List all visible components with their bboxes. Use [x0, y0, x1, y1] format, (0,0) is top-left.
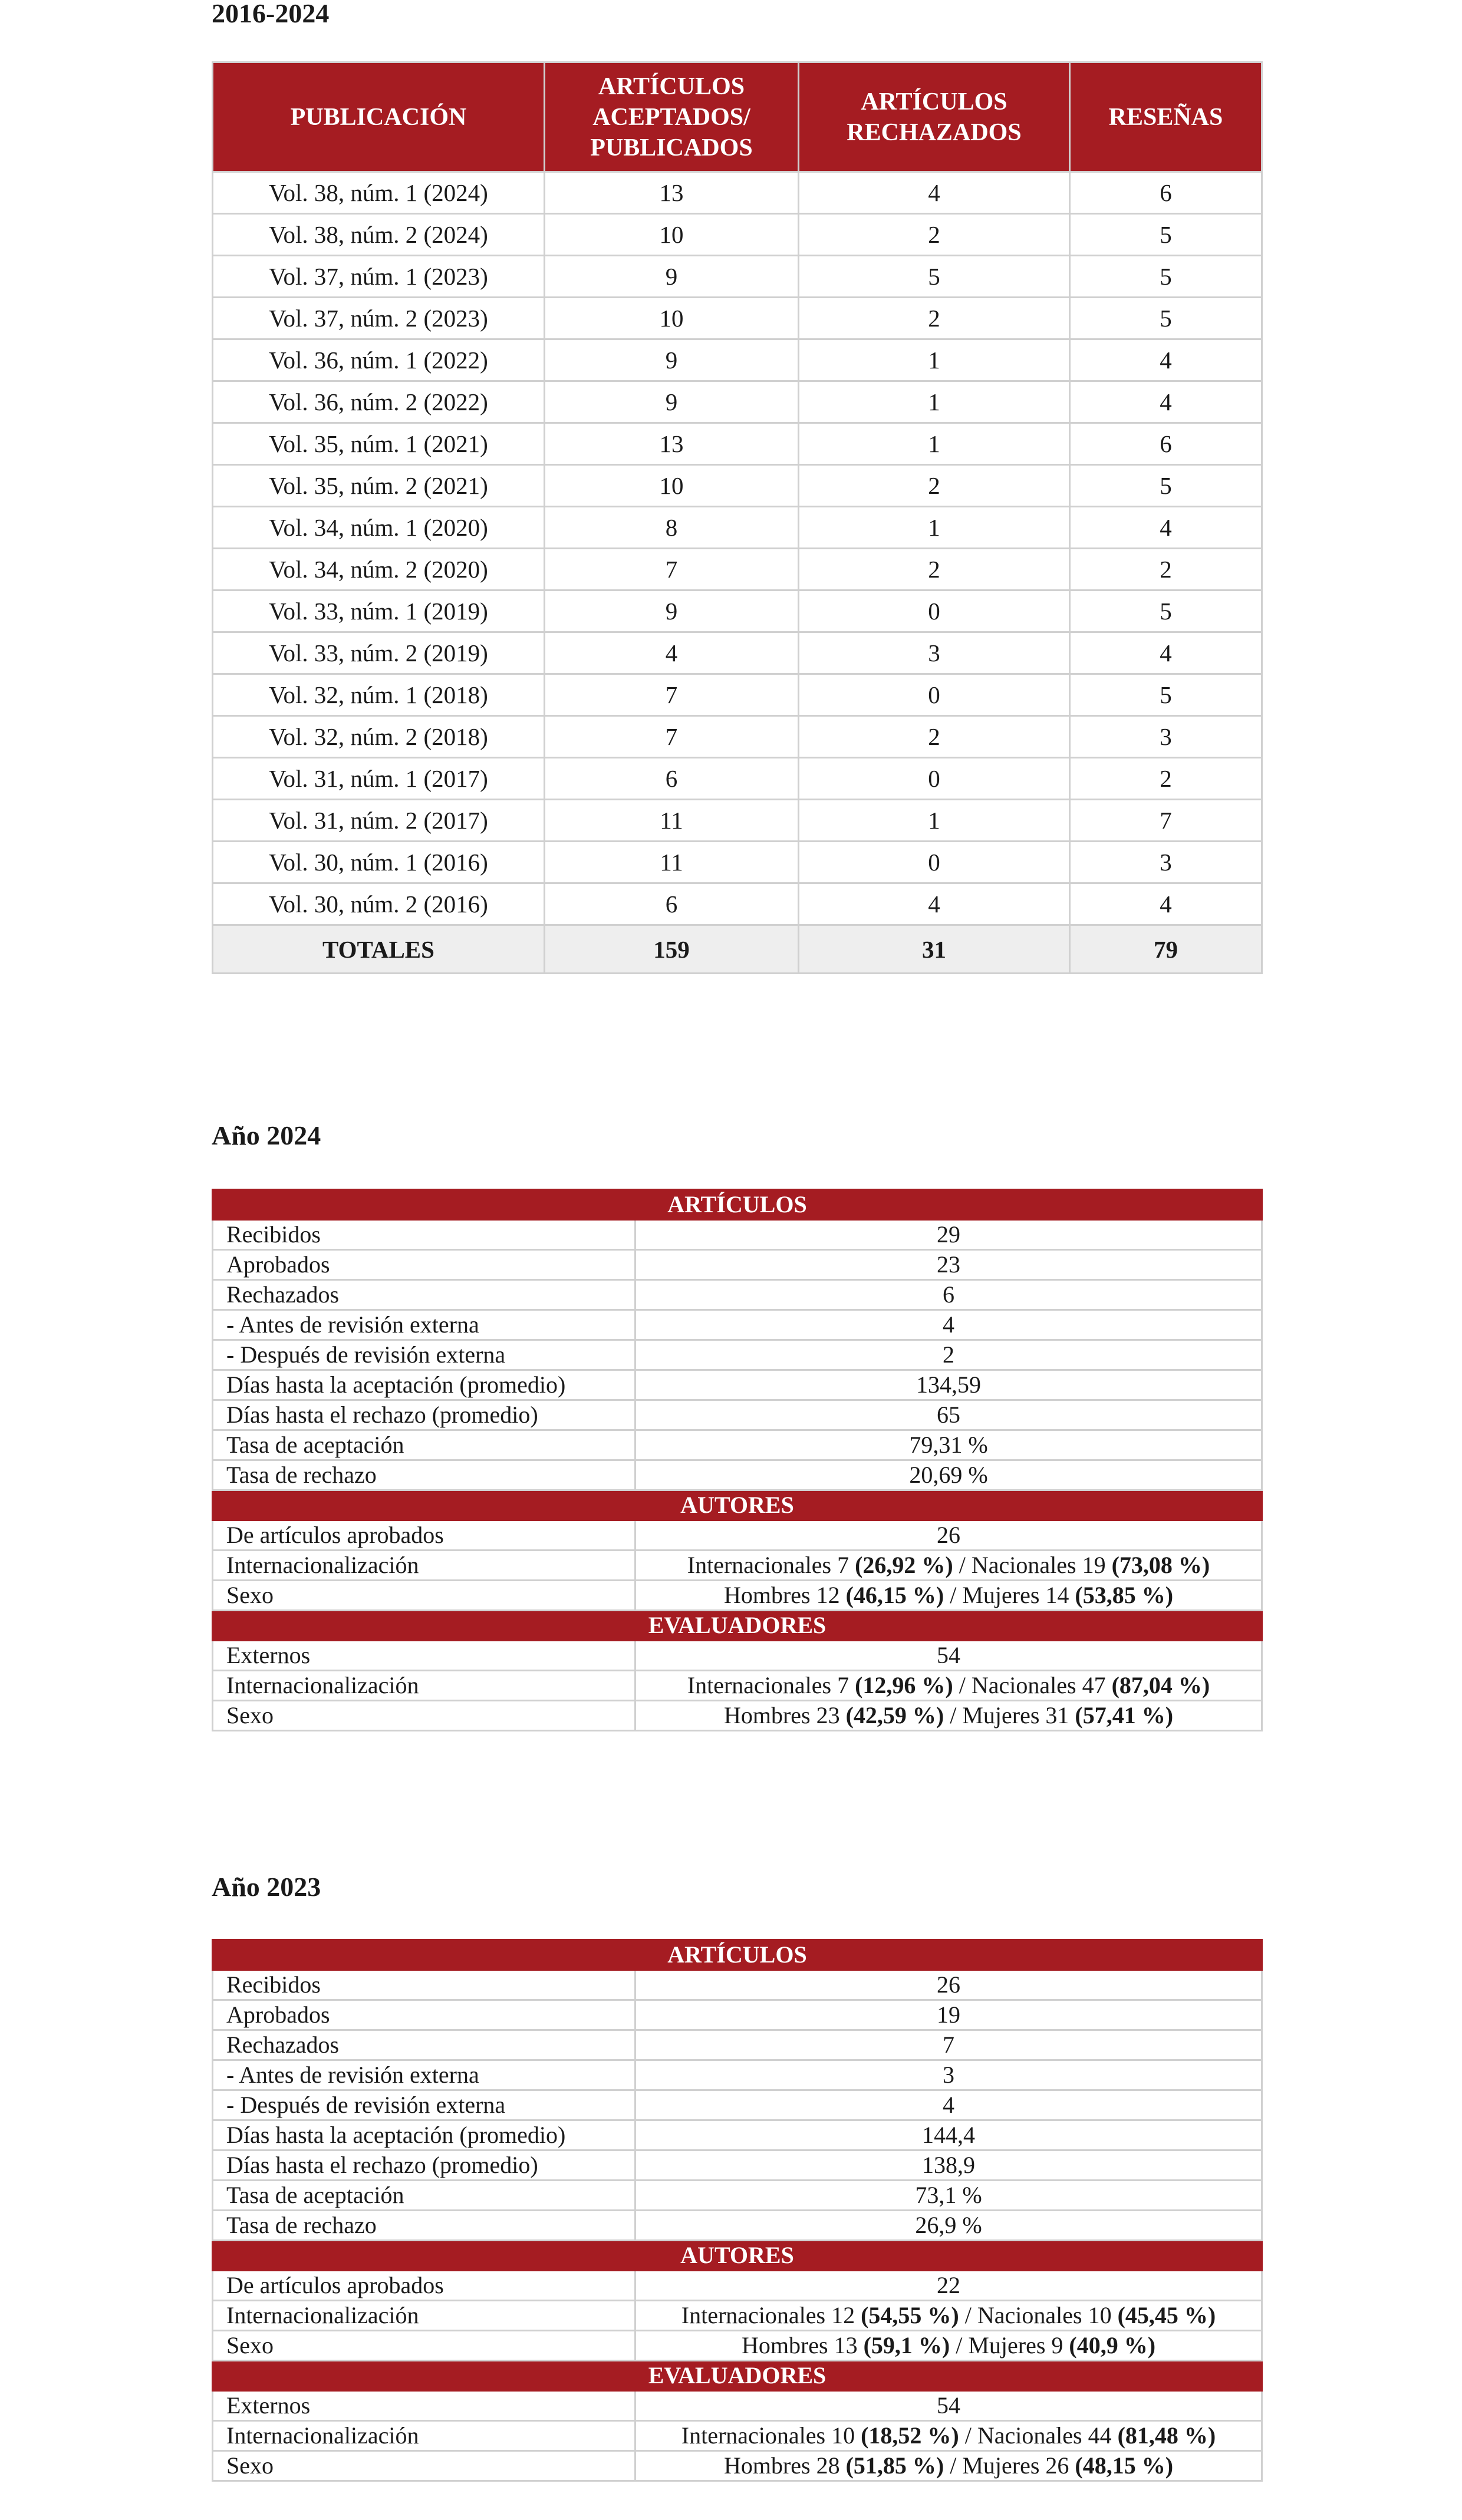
evaluadores-sexo-a-pct: (42,59 %): [845, 1702, 944, 1729]
resenas-cell: 5: [1070, 591, 1262, 632]
row-label: Sexo: [213, 1581, 635, 1611]
row-label: Días hasta la aceptación (promedio): [213, 1370, 635, 1400]
autores-intl-a-label: Internacionales: [681, 2302, 826, 2328]
totals-label: TOTALES: [213, 925, 545, 974]
autores-intl-a-pct: (54,55 %): [861, 2302, 959, 2328]
publicacion-cell: Vol. 30, núm. 1 (2016): [213, 842, 545, 883]
evaluadores-intl-b-num: 47: [1082, 1672, 1106, 1698]
table-row: [213, 1460, 1262, 1490]
evaluadores-sexo-b-num: 26: [1045, 2452, 1069, 2479]
aceptados-cell: 7: [545, 549, 799, 591]
year-2023-table: [212, 1939, 1263, 2482]
row-label: Tasa de rechazo: [213, 2211, 635, 2241]
rechazados-cell: 5: [799, 256, 1070, 298]
header-articulos-rechazados: ARTÍCULOS RECHAZADOS: [799, 62, 1070, 172]
articulos-section: [213, 1940, 1262, 1970]
resenas-cell: 5: [1070, 298, 1262, 339]
table-row: [213, 1641, 1262, 1671]
evaluadores-sexo-a-label: Hombres: [723, 2452, 811, 2479]
row-value: 26: [635, 1970, 1262, 2000]
table-row: [213, 1250, 1262, 1280]
evaluadores-intl-a-pct: (18,52 %): [861, 2422, 959, 2449]
rechazados-cell: 2: [799, 716, 1070, 758]
table-row: [213, 1280, 1262, 1310]
autores-intl-value: Internacionales 7 (26,92 %) / Nacionales 19 (73,08 %): [635, 1551, 1262, 1581]
row-value: 6: [635, 1280, 1262, 1310]
row-label: Recibidos: [213, 1970, 635, 2000]
publicacion-cell: Vol. 35, núm. 2 (2021): [213, 465, 545, 507]
autores-intl-b-pct: (73,08 %): [1111, 1552, 1210, 1578]
row-value: 22: [635, 2271, 1262, 2301]
aceptados-cell: 9: [545, 591, 799, 632]
articulos-section: [213, 1190, 1262, 1220]
evaluadores-section: [213, 2361, 1262, 2391]
autores-sexo-b-label: Mujeres: [968, 2332, 1046, 2359]
rechazados-cell: 0: [799, 758, 1070, 800]
table-row: [213, 507, 1262, 549]
publicacion-cell: Vol. 34, núm. 2 (2020): [213, 549, 545, 591]
autores-sexo-a-num: 12: [816, 1582, 840, 1608]
evaluadores-sexo-b-label: Mujeres: [962, 2452, 1040, 2479]
row-value: 26: [635, 1520, 1262, 1551]
table-row: [213, 298, 1262, 339]
evaluadores-sexo-a-num: 28: [816, 2452, 840, 2479]
row-label: Sexo: [213, 2331, 635, 2361]
evaluadores-intl-a-label: Internacionales: [681, 2422, 826, 2449]
table-row: [213, 2301, 1262, 2331]
row-label: Internacionalización: [213, 1671, 635, 1701]
evaluadores-intl-value: Internacionales 7 (12,96 %) / Nacionales 47 (87,04 %): [635, 1671, 1262, 1701]
rechazados-cell: 4: [799, 883, 1070, 925]
resenas-cell: 3: [1070, 842, 1262, 883]
row-value: 144,4: [635, 2120, 1262, 2150]
autores-intl-b-label: Nacionales: [977, 2302, 1082, 2328]
row-label: Recibidos: [213, 1220, 635, 1250]
row-label: Tasa de rechazo: [213, 1460, 635, 1490]
row-value: 54: [635, 1641, 1262, 1671]
aceptados-cell: 10: [545, 298, 799, 339]
aceptados-cell: 9: [545, 256, 799, 298]
row-label: - Después de revisión externa: [213, 1340, 635, 1370]
evaluadores-intl-a-num: 7: [837, 1672, 849, 1698]
aceptados-cell: 7: [545, 674, 799, 716]
autores-intl-b-num: 10: [1088, 2302, 1112, 2328]
publicacion-cell: Vol. 35, núm. 1 (2021): [213, 423, 545, 465]
rechazados-cell: 2: [799, 465, 1070, 507]
evaluadores-intl-b-num: 44: [1088, 2422, 1112, 2449]
table-row: [213, 2060, 1262, 2090]
rechazados-cell: 2: [799, 549, 1070, 591]
row-value: 65: [635, 1400, 1262, 1430]
table-row: [213, 549, 1262, 591]
resenas-cell: 5: [1070, 256, 1262, 298]
evaluadores-sexo-value: Hombres 28 (51,85 %) / Mujeres 26 (48,15 %): [635, 2451, 1262, 2481]
row-label: Días hasta el rechazo (promedio): [213, 2150, 635, 2181]
table-row: [213, 465, 1262, 507]
table-row: [213, 2090, 1262, 2120]
table-row: [213, 2211, 1262, 2241]
autores-sexo-a-pct: (59,1 %): [863, 2332, 950, 2359]
autores-intl-a-num: 7: [837, 1552, 849, 1578]
header-publicacion: PUBLICACIÓN: [213, 62, 545, 172]
table-row: [213, 758, 1262, 800]
publicacion-cell: Vol. 34, núm. 1 (2020): [213, 507, 545, 549]
resenas-cell: 7: [1070, 800, 1262, 842]
row-label: De artículos aprobados: [213, 1520, 635, 1551]
publicacion-cell: Vol. 37, núm. 1 (2023): [213, 256, 545, 298]
table-row: [213, 339, 1262, 381]
table-row: [213, 2181, 1262, 2211]
resenas-cell: 4: [1070, 381, 1262, 423]
publicacion-cell: Vol. 33, núm. 1 (2019): [213, 591, 545, 632]
row-label: Días hasta la aceptación (promedio): [213, 2120, 635, 2150]
publicacion-cell: Vol. 37, núm. 2 (2023): [213, 298, 545, 339]
publicacion-cell: Vol. 32, núm. 2 (2018): [213, 716, 545, 758]
table-row: [213, 2000, 1262, 2030]
resenas-cell: 2: [1070, 758, 1262, 800]
table-row: [213, 423, 1262, 465]
publicacion-cell: Vol. 32, núm. 1 (2018): [213, 674, 545, 716]
row-label: Externos: [213, 1641, 635, 1671]
row-label: - Después de revisión externa: [213, 2090, 635, 2120]
table-row: [213, 172, 1262, 214]
row-label: Internacionalización: [213, 2421, 635, 2451]
table-row: [213, 1701, 1262, 1731]
aceptados-cell: 10: [545, 214, 799, 256]
publicacion-cell: Vol. 30, núm. 2 (2016): [213, 883, 545, 925]
table-row: [213, 883, 1262, 925]
table-row: [213, 2391, 1262, 2421]
row-value: 19: [635, 2000, 1262, 2030]
row-value: 7: [635, 2030, 1262, 2060]
rechazados-cell: 3: [799, 632, 1070, 674]
year-2023-heading: Año 2023: [212, 1872, 321, 1902]
table-row: [213, 1370, 1262, 1400]
rechazados-cell: 1: [799, 800, 1070, 842]
autores-section: [213, 1490, 1262, 1520]
publicacion-cell: Vol. 38, núm. 1 (2024): [213, 172, 545, 214]
resenas-cell: 3: [1070, 716, 1262, 758]
autores-sexo-a-label: Hombres: [741, 2332, 828, 2359]
publicacion-cell: Vol. 38, núm. 2 (2024): [213, 214, 545, 256]
row-value: 79,31 %: [635, 1430, 1262, 1460]
table-row: [213, 2451, 1262, 2481]
aceptados-cell: 8: [545, 507, 799, 549]
aceptados-cell: 11: [545, 842, 799, 883]
aceptados-cell: 6: [545, 758, 799, 800]
evaluadores-sexo-a-num: 23: [816, 1702, 840, 1729]
evaluadores-section-title: EVALUADORES: [213, 1611, 1262, 1641]
row-label: Externos: [213, 2391, 635, 2421]
table-row: [213, 591, 1262, 632]
header-resenas: RESEÑAS: [1070, 62, 1262, 172]
row-value: 4: [635, 2090, 1262, 2120]
autores-sexo-b-pct: (40,9 %): [1069, 2332, 1156, 2359]
summary-header-row: [213, 62, 1262, 172]
evaluadores-sexo-b-num: 31: [1045, 1702, 1069, 1729]
evaluadores-intl-b-pct: (87,04 %): [1111, 1672, 1210, 1698]
row-label: Rechazados: [213, 1280, 635, 1310]
evaluadores-section-title: EVALUADORES: [213, 2361, 1262, 2391]
evaluadores-sexo-b-pct: (57,41 %): [1075, 1702, 1174, 1729]
table-row: [213, 1400, 1262, 1430]
aceptados-cell: 6: [545, 883, 799, 925]
row-label: Días hasta el rechazo (promedio): [213, 1400, 635, 1430]
resenas-cell: 5: [1070, 214, 1262, 256]
table-row: [213, 1220, 1262, 1250]
row-label: Sexo: [213, 1701, 635, 1731]
resenas-cell: 4: [1070, 883, 1262, 925]
table-row: [213, 1430, 1262, 1460]
row-value: 2: [635, 1340, 1262, 1370]
autores-sexo-b-num: 14: [1045, 1582, 1069, 1608]
table-row: [213, 2271, 1262, 2301]
resenas-cell: 4: [1070, 507, 1262, 549]
resenas-cell: 4: [1070, 632, 1262, 674]
evaluadores-sexo-b-pct: (48,15 %): [1075, 2452, 1174, 2479]
table-row: [213, 674, 1262, 716]
totals-row: [213, 925, 1262, 974]
totals-resenas: 79: [1070, 925, 1262, 974]
header-articulos-aceptados: ARTÍCULOS ACEPTADOS/ PUBLICADOS: [545, 62, 799, 172]
autores-sexo-value: Hombres 13 (59,1 %) / Mujeres 9 (40,9 %): [635, 2331, 1262, 2361]
row-value: 29: [635, 1220, 1262, 1250]
resenas-cell: 4: [1070, 339, 1262, 381]
resenas-cell: 5: [1070, 674, 1262, 716]
rechazados-cell: 2: [799, 298, 1070, 339]
autores-sexo-a-num: 13: [834, 2332, 858, 2359]
totals-rechazados: 31: [799, 925, 1070, 974]
row-value: 134,59: [635, 1370, 1262, 1400]
aceptados-cell: 9: [545, 339, 799, 381]
aceptados-cell: 13: [545, 172, 799, 214]
table-row: [213, 1520, 1262, 1551]
row-label: Sexo: [213, 2451, 635, 2481]
autores-intl-b-num: 19: [1082, 1552, 1106, 1578]
rechazados-cell: 1: [799, 339, 1070, 381]
evaluadores-intl-value: Internacionales 10 (18,52 %) / Nacionales 44 (81,48 %): [635, 2421, 1262, 2451]
row-value: 23: [635, 1250, 1262, 1280]
evaluadores-sexo-value: Hombres 23 (42,59 %) / Mujeres 31 (57,41 %): [635, 1701, 1262, 1731]
evaluadores-intl-b-label: Nacionales: [971, 1672, 1076, 1698]
aceptados-cell: 11: [545, 800, 799, 842]
publicacion-cell: Vol. 31, núm. 1 (2017): [213, 758, 545, 800]
autores-intl-b-pct: (45,45 %): [1117, 2302, 1216, 2328]
autores-sexo-b-pct: (53,85 %): [1075, 1582, 1174, 1608]
autores-section-title: AUTORES: [213, 2241, 1262, 2271]
evaluadores-intl-a-num: 10: [831, 2422, 855, 2449]
rechazados-cell: 0: [799, 674, 1070, 716]
row-label: Internacionalización: [213, 1551, 635, 1581]
table-row: [213, 1970, 1262, 2000]
year-2024-heading: Año 2024: [212, 1120, 321, 1150]
autores-sexo-a-label: Hombres: [723, 1582, 811, 1608]
row-value: 26,9 %: [635, 2211, 1262, 2241]
evaluadores-intl-a-label: Internacionales: [687, 1672, 832, 1698]
row-label: Tasa de aceptación: [213, 2181, 635, 2211]
row-label: Tasa de aceptación: [213, 1430, 635, 1460]
autores-intl-value: Internacionales 12 (54,55 %) / Nacionales 10 (45,45 %): [635, 2301, 1262, 2331]
table-row: [213, 632, 1262, 674]
autores-section-title: AUTORES: [213, 1490, 1262, 1520]
evaluadores-sexo-a-label: Hombres: [723, 1702, 811, 1729]
row-label: - Antes de revisión externa: [213, 2060, 635, 2090]
table-row: [213, 1340, 1262, 1370]
publicacion-cell: Vol. 31, núm. 2 (2017): [213, 800, 545, 842]
row-label: - Antes de revisión externa: [213, 1310, 635, 1340]
table-row: [213, 842, 1262, 883]
table-row: [213, 2331, 1262, 2361]
table-row: [213, 2150, 1262, 2181]
publicacion-cell: Vol. 36, núm. 1 (2022): [213, 339, 545, 381]
aceptados-cell: 10: [545, 465, 799, 507]
resenas-cell: 6: [1070, 172, 1262, 214]
table-row: [213, 2120, 1262, 2150]
row-value: 54: [635, 2391, 1262, 2421]
articulos-section-title: ARTÍCULOS: [213, 1190, 1262, 1220]
table-row: [213, 1551, 1262, 1581]
autores-intl-b-label: Nacionales: [971, 1552, 1076, 1578]
table-row: [213, 1671, 1262, 1701]
evaluadores-sexo-a-pct: (51,85 %): [845, 2452, 944, 2479]
rechazados-cell: 1: [799, 423, 1070, 465]
table-row: [213, 800, 1262, 842]
resenas-cell: 2: [1070, 549, 1262, 591]
autores-sexo-b-num: 9: [1051, 2332, 1063, 2359]
row-value: 3: [635, 2060, 1262, 2090]
table-row: [213, 214, 1262, 256]
aceptados-cell: 7: [545, 716, 799, 758]
evaluadores-intl-b-pct: (81,48 %): [1117, 2422, 1216, 2449]
rechazados-cell: 0: [799, 842, 1070, 883]
row-value: 138,9: [635, 2150, 1262, 2181]
aceptados-cell: 4: [545, 632, 799, 674]
autores-sexo-value: Hombres 12 (46,15 %) / Mujeres 14 (53,85 %): [635, 1581, 1262, 1611]
rechazados-cell: 4: [799, 172, 1070, 214]
table-row: [213, 2030, 1262, 2060]
rechazados-cell: 2: [799, 214, 1070, 256]
table-row: [213, 716, 1262, 758]
evaluadores-sexo-b-label: Mujeres: [962, 1702, 1040, 1729]
row-value: 20,69 %: [635, 1460, 1262, 1490]
evaluadores-section: [213, 1611, 1262, 1641]
row-label: Rechazados: [213, 2030, 635, 2060]
resenas-cell: 5: [1070, 465, 1262, 507]
autores-intl-a-pct: (26,92 %): [855, 1552, 953, 1578]
aceptados-cell: 9: [545, 381, 799, 423]
table-row: [213, 1581, 1262, 1611]
row-value: 73,1 %: [635, 2181, 1262, 2211]
totals-aceptados: 159: [545, 925, 799, 974]
autores-section: [213, 2241, 1262, 2271]
row-label: Aprobados: [213, 1250, 635, 1280]
rechazados-cell: 1: [799, 381, 1070, 423]
year-2024-table: [212, 1189, 1263, 1731]
autores-intl-a-num: 12: [831, 2302, 855, 2328]
row-label: Internacionalización: [213, 2301, 635, 2331]
row-label: De artículos aprobados: [213, 2271, 635, 2301]
autores-intl-a-label: Internacionales: [687, 1552, 832, 1578]
evaluadores-intl-b-label: Nacionales: [977, 2422, 1082, 2449]
summary-table: [212, 61, 1263, 974]
autores-sexo-b-label: Mujeres: [962, 1582, 1040, 1608]
rechazados-cell: 0: [799, 591, 1070, 632]
articulos-section-title: ARTÍCULOS: [213, 1940, 1262, 1970]
publicacion-cell: Vol. 36, núm. 2 (2022): [213, 381, 545, 423]
publicacion-cell: Vol. 33, núm. 2 (2019): [213, 632, 545, 674]
table-row: [213, 1310, 1262, 1340]
summary-heading: 2016-2024: [212, 0, 330, 28]
row-label: Aprobados: [213, 2000, 635, 2030]
table-row: [213, 2421, 1262, 2451]
autores-sexo-a-pct: (46,15 %): [845, 1582, 944, 1608]
table-row: [213, 381, 1262, 423]
evaluadores-intl-a-pct: (12,96 %): [855, 1672, 953, 1698]
table-row: [213, 256, 1262, 298]
aceptados-cell: 13: [545, 423, 799, 465]
rechazados-cell: 1: [799, 507, 1070, 549]
resenas-cell: 6: [1070, 423, 1262, 465]
row-value: 4: [635, 1310, 1262, 1340]
